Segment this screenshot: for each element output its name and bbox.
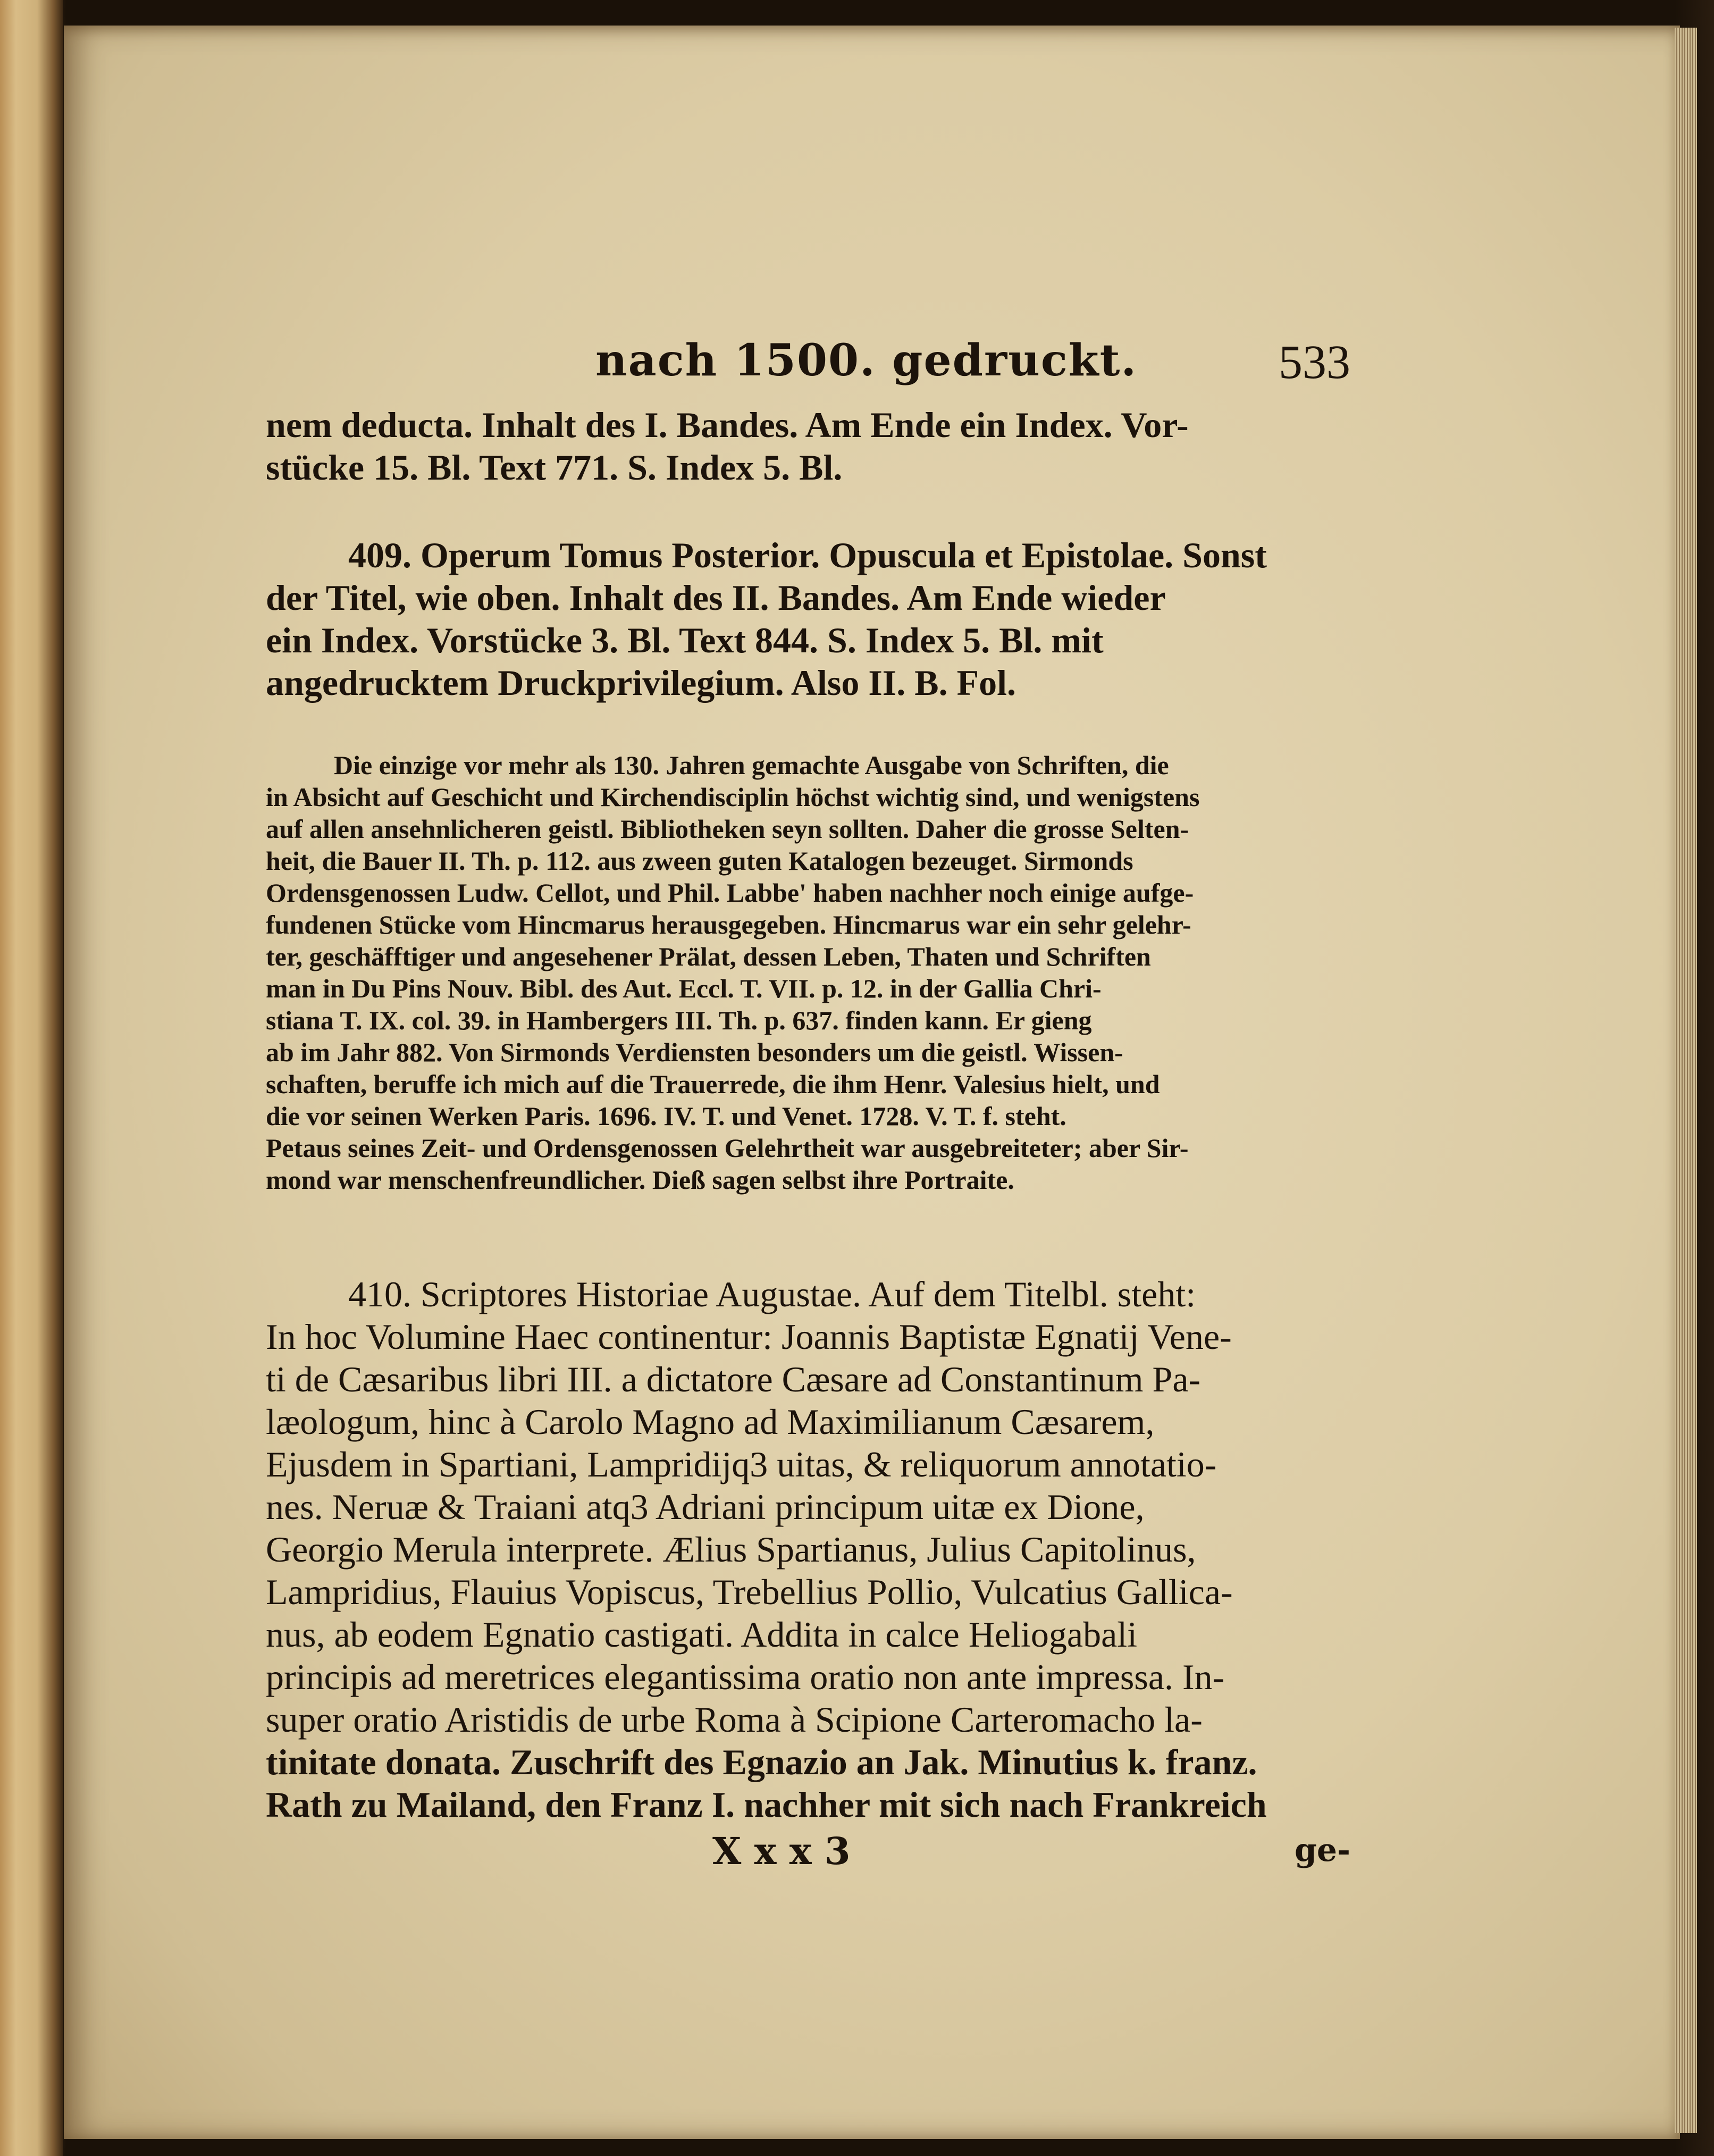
entry-409-line: der Titel, wie oben. Inhalt des II. Bandes. Am Ende wieder — [266, 577, 1166, 618]
page-number: 533 — [1279, 336, 1350, 389]
entry-410-line: In hoc Volumine Haec continentur: Joannis Baptistæ Egnatij Vene- — [266, 1316, 1232, 1357]
entry-410-line: nus, ab eodem Egnatio castigati. Addita in calce Heliogabali — [266, 1614, 1138, 1655]
note-409-line: schaften, beruffe ich mich auf die Trauerrede, die ihm Henr. Valesius hielt, und — [266, 1069, 1160, 1099]
note-409-line: Die einzige vor mehr als 130. Jahren gemachte Ausgabe von Schriften, die — [334, 750, 1169, 780]
running-title: nach 1500. gedruckt. — [595, 335, 1137, 386]
entry-410-line: ti de Cæsaribus libri III. a dictatore Cæsare ad Constantinum Pa- — [266, 1359, 1201, 1399]
note-409-line: Ordensgenossen Ludw. Cellot, und Phil. Labbe' haben nachher noch einige aufge- — [266, 878, 1194, 908]
previous-page-edge — [0, 0, 63, 2156]
text-block — [266, 335, 1350, 1941]
entry-410-line: læologum, hinc à Carolo Magno ad Maximilianum Cæsarem, — [266, 1402, 1155, 1442]
note-409-line: die vor seinen Werken Paris. 1696. IV. T. und Venet. 1728. V. T. f. steht. — [266, 1101, 1066, 1131]
prev-entry-line: stücke 15. Bl. Text 771. S. Index 5. Bl. — [266, 447, 843, 488]
note-409-line: stiana T. IX. col. 39. in Hambergers III. Th. p. 637. finden kann. Er gieng — [266, 1005, 1092, 1035]
note-409-line: fundenen Stücke vom Hincmarus herausgegeben. Hincmarus war ein sehr gelehr- — [266, 910, 1191, 939]
entry-410-line: super oratio Aristidis de urbe Roma à Scipione Carteromacho la- — [266, 1699, 1203, 1740]
entry-409-line: angedrucktem Druckprivilegium. Also II. B. Fol. — [266, 662, 1016, 703]
note-409-line: auf allen ansehnlicheren geistl. Bibliotheken seyn sollten. Daher die grosse Selten- — [266, 814, 1189, 844]
note-409-line: heit, die Bauer II. Th. p. 112. aus zween guten Katalogen bezeuget. Sirmonds — [266, 846, 1133, 876]
entry-410-line: Rath zu Mailand, den Franz I. nachher mit sich nach Frankreich — [266, 1784, 1267, 1825]
entry-410-line: Georgio Merula interprete. Ælius Spartianus, Julius Capitolinus, — [266, 1529, 1196, 1570]
entry-410-line: nes. Neruæ & Traiani atq3 Adriani principum uitæ ex Dione, — [266, 1487, 1145, 1527]
note-409-line: mond war menschenfreundlicher. Dieß sagen selbst ihre Portraite. — [266, 1165, 1014, 1195]
entry-409-line: ein Index. Vorstücke 3. Bl. Text 844. S. Index 5. Bl. mit — [266, 620, 1104, 660]
note-409-line: Petaus seines Zeit- und Ordensgenossen Gelehrtheit war ausgebreiteter; aber Sir- — [266, 1133, 1189, 1163]
note-409-line: ter, geschäfftiger und angesehener Prälat, dessen Leben, Thaten und Schriften — [266, 942, 1151, 971]
entry-410-line: Ejusdem in Spartiani, Lampridijq3 uitas, & reliquorum annotatio- — [266, 1444, 1217, 1484]
entry-410-line: 410. Scriptores Historiae Augustae. Auf dem Titelbl. steht: — [348, 1274, 1196, 1314]
note-409-line: man in Du Pins Nouv. Bibl. des Aut. Eccl. T. VII. p. 12. in der Gallia Chri- — [266, 974, 1102, 1003]
prev-entry-line: nem deducta. Inhalt des I. Bandes. Am Ende ein Index. Vor- — [266, 405, 1189, 445]
note-409-line: ab im Jahr 882. Von Sirmonds Verdiensten besonders um die geistl. Wissen- — [266, 1037, 1123, 1067]
entry-410-line: principis ad meretrices elegantissima oratio non ante impressa. In- — [266, 1657, 1225, 1697]
page-stack-edges — [1675, 28, 1697, 2133]
entry-410-line: tinitate donata. Zuschrift des Egnazio an Jak. Minutius k. franz. — [266, 1742, 1257, 1782]
catchword: ge- — [1294, 1832, 1350, 1869]
signature-mark: X x x 3 — [712, 1829, 851, 1873]
entry-409-line: 409. Operum Tomus Posterior. Opuscula et Epistolae. Sonst — [348, 535, 1267, 575]
running-header — [266, 335, 1350, 399]
entry-410-line: Lampridius, Flauius Vopiscus, Trebellius Pollio, Vulcatius Gallica- — [266, 1572, 1233, 1612]
note-409-line: in Absicht auf Geschicht und Kirchendisciplin höchst wichtig sind, und wenigstens — [266, 782, 1200, 812]
